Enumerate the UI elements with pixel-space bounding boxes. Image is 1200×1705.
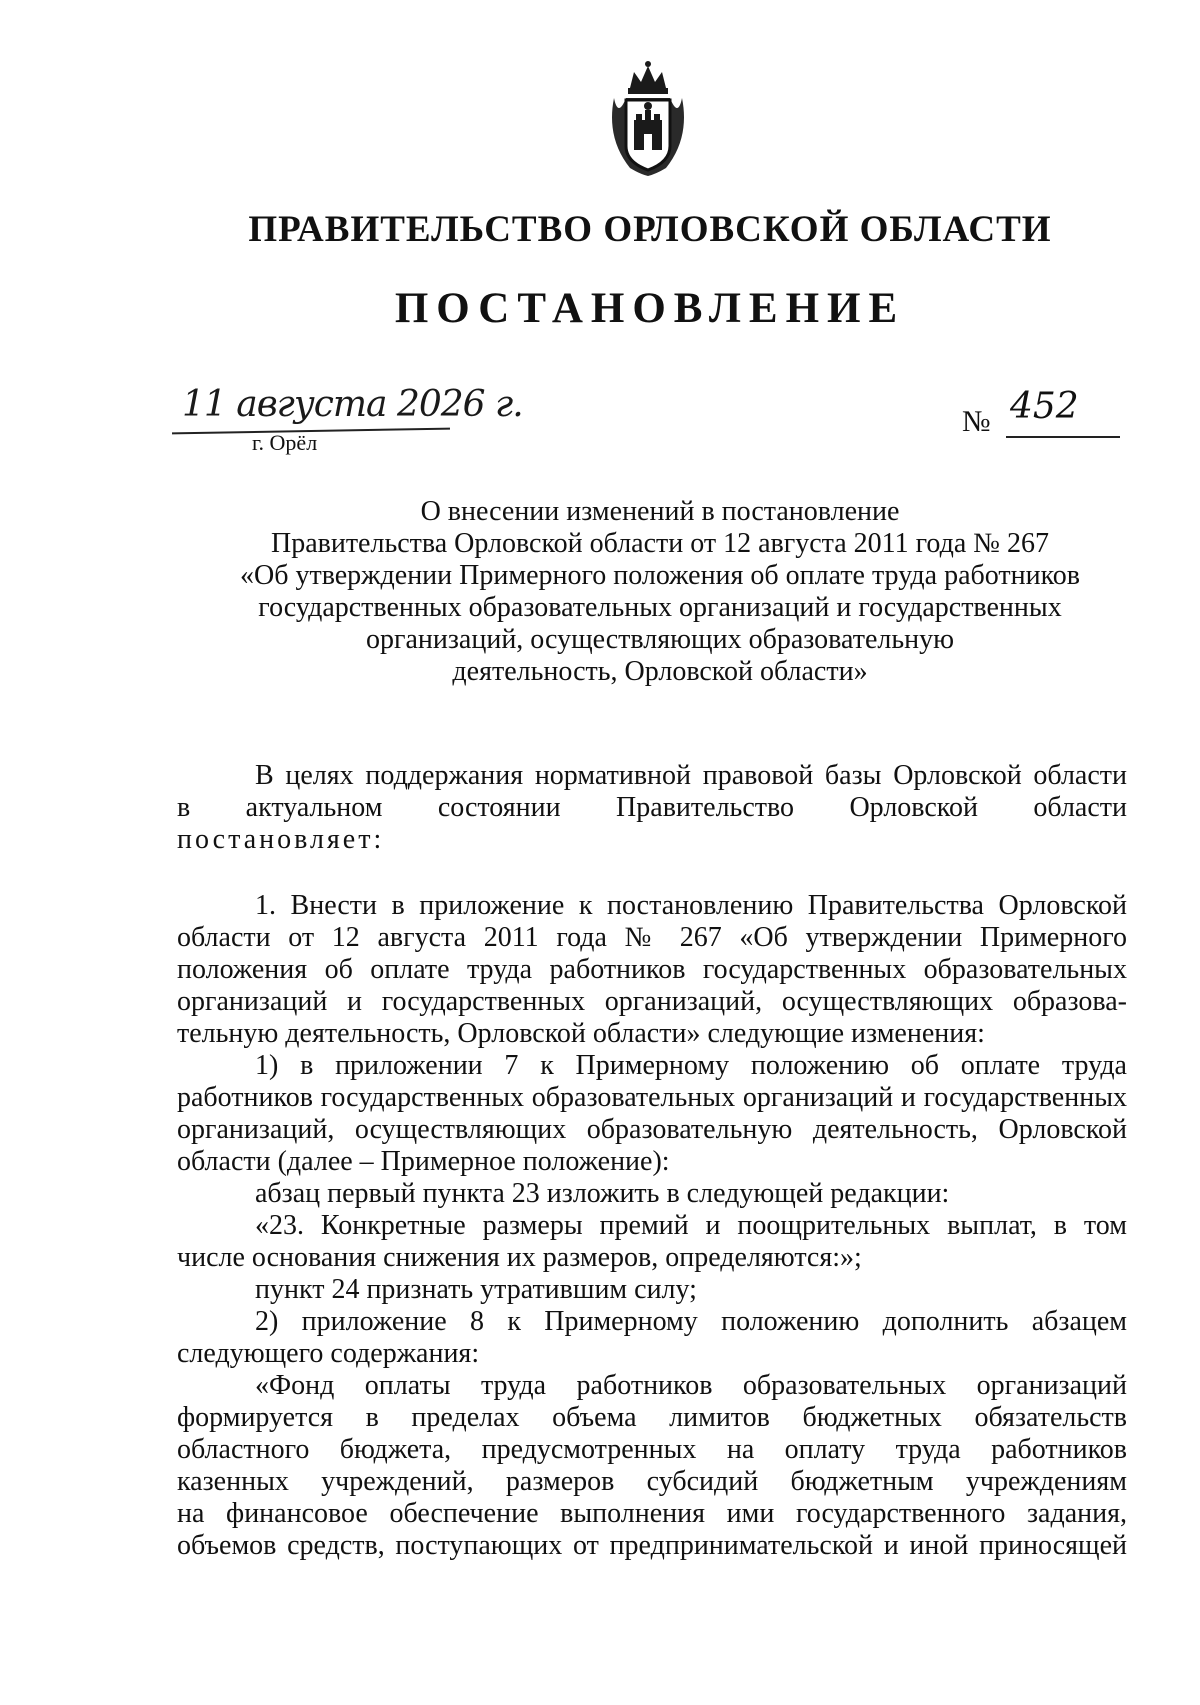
number-label: № [962,405,991,438]
text-line: объемов средств, поступающих от предпринимательской и иной приносящей [177,1530,1127,1561]
subject-line: деятельность, Орловской области» [452,656,868,687]
text-line: В целях поддержания нормативной правовой базы Орловской области [255,760,1127,791]
text-line: числе основания снижения их размеров, определяются:»; [177,1242,862,1273]
document-type-title: ПОСТАНОВЛЕНИЕ [394,285,906,332]
text-line: организаций, осуществляющих образовательную деятельность, Орловской [177,1114,1127,1145]
text-line: работников государственных образовательных организаций и государственных [177,1082,1127,1113]
organization-name: ПРАВИТЕЛЬСТВО ОРЛОВСКОЙ ОБЛАСТИ [248,209,1052,250]
text-line: положения об оплате труда работников государственных образовательных [177,954,1127,985]
handwritten-number: 452 [1010,386,1079,427]
number-underline [1006,436,1120,438]
city-label: г. Орёл [252,430,318,455]
text-line: области (далее – Примерное положение): [177,1146,670,1177]
text-line: 2) приложение 8 к Примерному положению дополнить абзацем [255,1306,1127,1337]
text-line: казенных учреждений, размеров субсидий бюджетным учреждениям [177,1466,1127,1497]
subject-line: «Об утверждении Примерного положения об оплате труда работников [239,560,1081,591]
handwritten-date [172,384,552,448]
text-line: 1) в приложении 7 к Примерному положению об оплате труда [255,1050,1127,1081]
body-text [177,890,1127,1562]
text-line: формируется в пределах объема лимитов бюджетных обязательств [177,1402,1127,1433]
coat-of-arms-emblem [600,58,696,178]
subject-line: О внесении изменений в постановление [420,496,900,527]
text-line: следующего содержания: [177,1338,480,1369]
text-line: на финансовое обеспечение выполнения ими государственного задания, [177,1498,1127,1529]
text-line: «Фонд оплаты труда работников образовательных организаций [255,1370,1127,1401]
subject-line: организаций, осуществляющих образовательную [365,624,955,655]
text-line: тельную деятельность, Орловской области» следующие изменения: [177,1018,985,1049]
document-subject [160,496,1160,688]
text-line: «23. Конкретные размеры премий и поощрительных выплат, в том [255,1210,1127,1241]
text-line: 1. Внести в приложение к постановлению Правительства Орловской [255,890,1127,921]
subject-line: государственных образовательных организаций и государственных [258,592,1062,623]
text-line: пункт 24 признать утратившим силу; [255,1274,697,1305]
subject-line: Правительства Орловской области от 12 августа 2011 года № 267 [270,528,1050,559]
date-text: 11 августа 2026 г. [182,384,523,425]
text-line: постановляет: [177,824,385,855]
text-line: организаций и государственных организаций, осуществляющих образова- [177,986,1127,1017]
text-line: областного бюджета, предусмотренных на оплату труда работников [177,1434,1127,1465]
preamble [177,760,1127,856]
text-line: абзац первый пункта 23 изложить в следующей редакции: [255,1178,950,1209]
text-line: в актуальном состоянии Правительство Орловской области [177,792,1127,823]
text-line: области от 12 августа 2011 года № 267 «Об утверждении Примерного [177,922,1127,953]
